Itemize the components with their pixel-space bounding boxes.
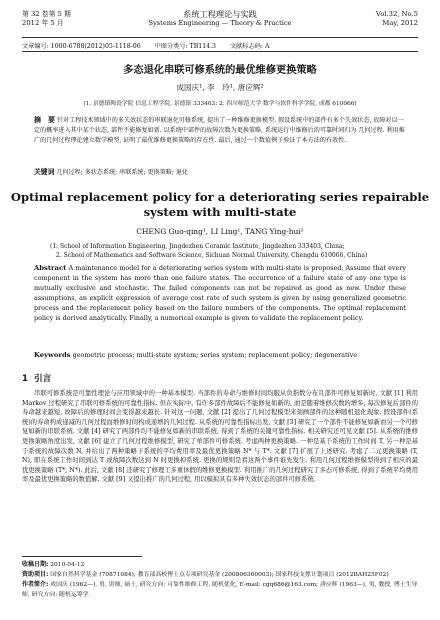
document-code: 文献标志码: A [229,43,270,50]
journal-name-cn: 系统工程理论与实践 [183,9,257,19]
title-en [0,190,440,219]
received-label: 收稿日期: [22,561,49,568]
footnote-author [22,580,418,599]
article-meta [22,41,418,50]
volume-en: Vol.32, No.5 [375,10,418,18]
header-center [22,10,418,28]
title-en-line2: system with multi-state [143,204,297,219]
authors-en: CHENG Guo-qing¹, LI Ling¹, TANG Ying-hui² [136,227,304,236]
keywords-cn-text: 几何过程; 多状态系统; 串联系统; 更换策略; 退化 [56,169,189,176]
title-cn: 多态退化串联可修系统的最优维修更换策略 [123,65,317,76]
affiliation-en-2: 2. School of Mathematics and Software Science, Sichuan Normal University, Chengdu 610066, China) [56,252,368,259]
author-info-text: 成国庆 (1962—), 男, 讲师, 硕士, 研究方向: 可靠性维修工程, 随机优化, E-mail: cgq686@163.com; 唐应辉 (1963—), 男, 教授, 博士生导师, 研究方向: 随机运筹学. [22,582,418,598]
keywords-en [34,351,406,359]
abstract-en [34,264,406,323]
affiliations-cn: (1. 景德镇陶瓷学院 信息工程学院, 景德镇 333403; 2. 四川师范大学 数学与软件科学学院, 成都 610066) [83,101,357,107]
keywords-cn [34,166,406,176]
body-paragraph: 串联可修系统是可靠性理论与应用领域中的一种基本模型. 当部件的寿命与维修时间均服从负指数分布且部件可修复如新时, 文献 [1] 利用 Markov 过程研究了串联可修系统的可靠性指标. 但在实际中, 有许多部件故障后不能修复如新的, 而是随着维修次数的增多, 每次修复后部件的寿命越来越短, 故障后的修理时间会变得越来越长. 针对这一问题, 文献 [2] 提出了几何过程模型来刻画部件的这种随机退化现象. 假设部件(系统)的寿命构成递减的几何过程而维修时间构成递增的几何过程. 从系统的可靠性指标出发, 文献 [3] 研究了一个部件不能修复如新而另一个可修复如新的串联系统. 文献 [4] 研究了两部件均不能修复如新的串联系统, 得到了系统的关键可靠性指标. 相关研究还可见文献 [5]. 从系统的维修更换策略角度出发, 文献 [6] 建立了几何过程维修模型, 研究了单部件可修系统. 考虑两种更换策略. 一种是基于系统的工作时间 T, 另一种是基于系统的故障次数 N, 并给出了两种策略下系统的平均费用率及最优更换策略 N* 与 T*. 文献 [7] 扩展了上述研究. 考虑了二元更换策略 (T, N), 即在系统工作时间到达 T 或故障次数达到 N 时更换掉系统. 更换的规则是看这两个事件谁先发生. 利用几何过程维修模型得到了相应的最优更换策略 (T*, N*). 此后, 文献 [8] 还研究了修理工多重休假的维修更换模型. 利用推广的几何过程研究了多态可修系统, 得到了系统平均费用率及最优更换策略的数值解. 文献 [9] 又提出推广的几何过程, 用以模拟具有多种失效状态的部件可修系统. [22,390,418,484]
journal-name-en: Systems Engineering — Theory & Practice [148,19,292,27]
keywords-cn-label: 关键词 [34,168,55,176]
keywords-en-label: Keywords [34,351,71,359]
footnotes [22,560,418,600]
issue-date-en: May, 2012 [382,19,418,27]
section-body [22,389,418,485]
received-date: 2010-04-12 [50,562,85,568]
abstract-cn-text: 针对工程技术领域中的多失效状态的串联退化可修系统, 提出了一种维修更换模型. 假设系统中的部件有多个失效状态, 故障对以一定的概率进入其中某个状态, 部件不能修复如新. 以系统中部件的故障次数为更换策略, 系统运行中维修后的可靠时间归为 几何过程. 利用推广的几何过程理论建立数学模型, 证明了最优维修更换策略的存在性. 最后, 通过一个数值例子验证了本方法的有效性. [34,117,405,144]
abstract-en-label: Abstract [34,264,67,272]
meta-rule [22,51,418,52]
footnote-fund [22,570,418,580]
keywords-en-text: geometric process; multi-state system; series system; replacement policy; degenerative [72,351,357,359]
running-header [22,10,418,36]
title-en-line1: Optimal replacement policy for a deteriorating series repairable [10,190,430,204]
fund-text: 国家自然科学基金 (70871084); 教育部高校博士点专项研究基金 (200806360003); 国家科技支撑计划项目 (2012BAH25F02) [50,572,389,579]
header-right [376,10,418,28]
affiliation-en-1: (1. School of Information Engineering, Jingdezhen Ceramic Institute, Jingdezhen 333403, China; [50,243,345,250]
authors-cn: 成国庆¹, 李 玲¹, 唐应辉² [176,83,264,92]
article-number: 文章编号: 1000-6788(2012)05-1118-06 [22,43,141,50]
author-info-label: 作者简介: [22,581,49,589]
clc-number: 中图分类号: TB114.3 [154,43,216,50]
header-rule [22,37,418,38]
affiliations-en [50,242,390,260]
section-heading [22,372,51,384]
abstract-cn [34,115,406,146]
volume-issue: 第 32 卷第 5 期 [22,10,71,18]
footnote-rule [22,556,142,557]
abstract-en-text: A maintenance model for a deteriorating series system with multi-state is proposed. Assume that every component in the system has more than one failure states. The occurrence of a failure state of any one type is mutually exclusive and stochastic. The failed components can not be repaired as good as new. Under these assumptions, an explicit expression of average cost rate of such system is given by using generalized geometric process and the replacement policy based on the failure numbers of the components. The optimal replacement policy is derived analytically. Finally, a numerical example is given to validate the replacement policy. [34,264,406,322]
fund-label: 资助项目: [22,571,49,579]
section-number: 1 [22,374,28,384]
abstract-cn-label: 摘 要 [34,116,55,124]
footnote-received [22,560,418,570]
issue-date-cn: 2012 年 5 月 [22,19,64,27]
section-title: 引言 [33,374,52,384]
